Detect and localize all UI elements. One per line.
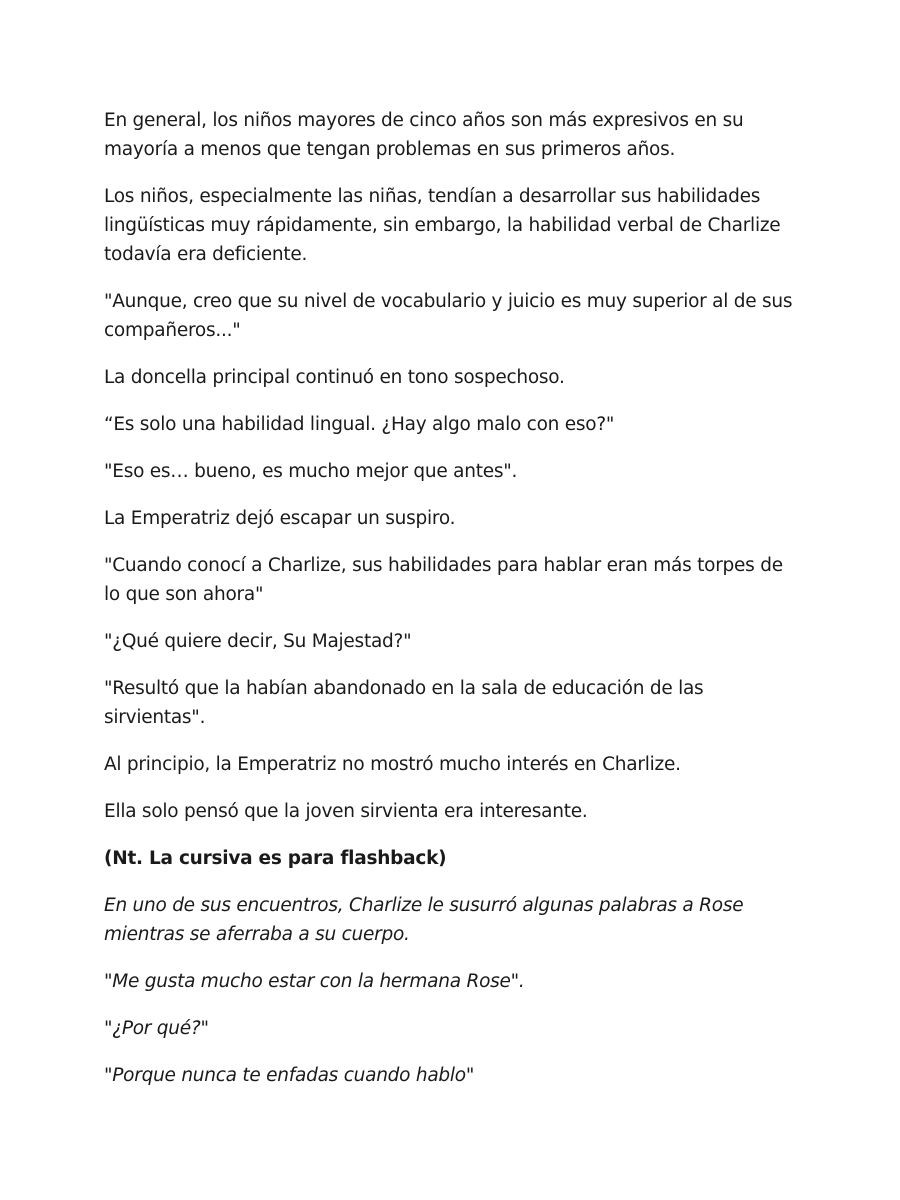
translator-note: (Nt. La cursiva es para flashback) bbox=[104, 848, 447, 869]
paragraph-2: Los niños, especialmente las niñas, tendían a desarrollar sus habilidades lingüísticas muy rápidamente, sin embargo, la habilidad verbal de Charlize todavía era deficiente. bbox=[104, 186, 781, 265]
paragraph-5: “Es solo una habilidad lingual. ¿Hay algo malo con eso?" bbox=[104, 414, 615, 435]
flashback-paragraph-2: "Me gusta mucho estar con la hermana Rose". bbox=[104, 971, 525, 992]
paragraph-9: "¿Qué quiere decir, Su Majestad?" bbox=[104, 631, 412, 652]
paragraph-1: En general, los niños mayores de cinco años son más expresivos en su mayoría a menos que tengan problemas en sus primeros años. bbox=[104, 110, 744, 160]
paragraph-3: "Aunque, creo que su nivel de vocabulario y juicio es muy superior al de sus compañeros..." bbox=[104, 291, 793, 341]
paragraph-4: La doncella principal continuó en tono sospechoso. bbox=[104, 367, 565, 388]
flashback-paragraph-1: En uno de sus encuentros, Charlize le susurró algunas palabras a Rose mientras se aferraba a su cuerpo. bbox=[104, 895, 744, 945]
paragraph-8: "Cuando conocí a Charlize, sus habilidades para hablar eran más torpes de lo que son ahora" bbox=[104, 555, 783, 605]
document-page bbox=[104, 106, 804, 1108]
paragraph-10: "Resultó que la habían abandonado en la sala de educación de las sirvientas". bbox=[104, 678, 704, 728]
flashback-paragraph-4: "Porque nunca te enfadas cuando hablo" bbox=[104, 1065, 475, 1086]
paragraph-12: Ella solo pensó que la joven sirvienta era interesante. bbox=[104, 801, 588, 822]
paragraph-6: "Eso es… bueno, es mucho mejor que antes". bbox=[104, 461, 518, 482]
flashback-paragraph-3: "¿Por qué?" bbox=[104, 1018, 209, 1039]
paragraph-7: La Emperatriz dejó escapar un suspiro. bbox=[104, 508, 456, 529]
paragraph-11: Al principio, la Emperatriz no mostró mucho interés en Charlize. bbox=[104, 754, 681, 775]
